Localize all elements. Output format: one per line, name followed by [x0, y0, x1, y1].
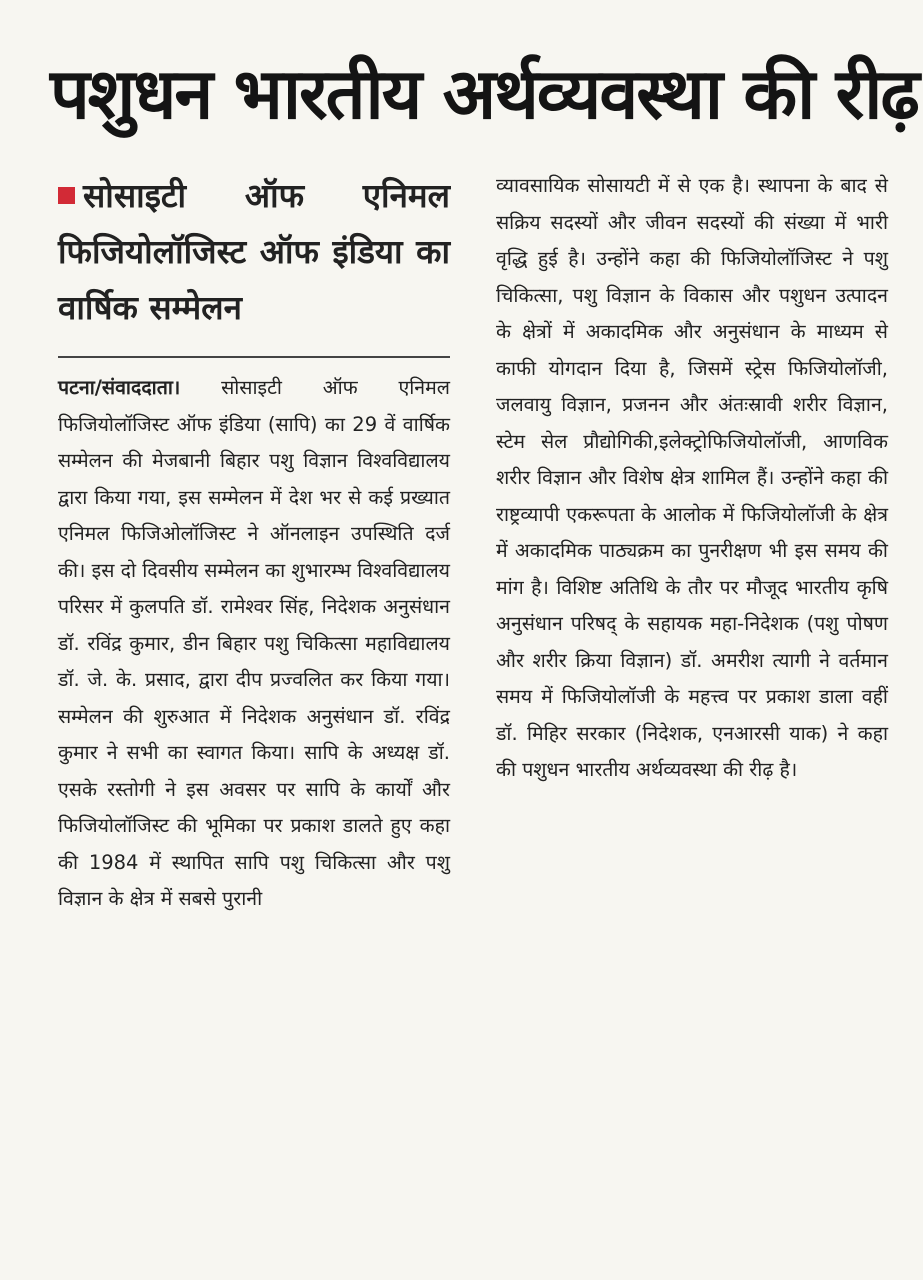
article-column-left	[58, 168, 450, 918]
article-body-column-2	[496, 168, 888, 789]
subheadline-text: सोसाइटी ऑफ एनिमल फिजियोलॉजिस्ट ऑफ इंडिया का वार्षिक सम्मेलन	[58, 176, 450, 327]
body-text-column-1: सोसाइटी ऑफ एनिमल फिजियोलॉजिस्ट ऑफ इंडिया (सापि) का 29 वें वार्षिक सम्मेलन की मेजबानी बिहार पशु विज्ञान विश्वविद्यालय द्वारा किया गया, इस सम्मेलन में देश भर से कई प्रख्यात एनिमल फिजिओलॉजिस्ट ने ऑनलाइन उपस्थिति दर्ज की। इस दो दिवसीय सम्मेलन का शुभारम्भ विश्वविद्यालय परिसर में कुलपति डॉ. रामेश्वर सिंह, निदेशक अनुसंधान डॉ. रविंद्र कुमार, डीन बिहार पशु चिकित्सा महाविद्यालय डॉ. जे. के. प्रसाद, द्वारा दीप प्रज्वलित कर किया गया। सम्मेलन की शुरुआत में निदेशक अनुसंधान डॉ. रविंद्र कुमार ने सभी का स्वागत किया। सापि के अध्यक्ष डॉ. एसके रस्तोगी ने इस अवसर पर सापि के कार्यों और फिजियोलॉजिस्ट की भूमिका पर प्रकाश डालते हुए कहा की 1984 में स्थापित सापि पशु चिकित्सा और पशु विज्ञान के क्षेत्र में सबसे पुरानी	[58, 376, 451, 910]
article-body-column-1	[58, 370, 450, 918]
article-column-right	[496, 168, 888, 789]
subheadline	[58, 168, 450, 336]
dateline: पटना/संवाददाता।	[58, 376, 181, 399]
divider-rule	[58, 356, 450, 358]
red-square-bullet-icon	[58, 187, 75, 204]
body-text-column-2: व्यावसायिक सोसायटी में से एक है। स्थापना के बाद से सक्रिय सदस्यों और जीवन सदस्यों की संख्या में भारी वृद्धि हुई है। उन्होंने कहा की फिजियोलॉजिस्ट ने पशु चिकित्सा, पशु विज्ञान के विकास और पशुधन उत्पादन के क्षेत्रों में अकादमिक और अनुसंधान के माध्यम से काफी योगदान दिया है, जिसमें स्ट्रेस फिजियोलॉजी, जलवायु विज्ञान, प्रजनन और अंतःस्रावी शरीर विज्ञान, स्टेम सेल प्रौद्योगिकी,इलेक्ट्रोफिजियोलॉजी, आणविक शरीर विज्ञान और विशेष क्षेत्र शामिल हैं। उन्होंने कहा की राष्ट्रव्यापी एकरूपता के आलोक में फिजियोलॉजी के क्षेत्र में अकादमिक पाठ्यक्रम का पुनरीक्षण भी इस समय की मांग है। विशिष्ट अतिथि के तौर पर मौजूद भारतीय कृषि अनुसंधान परिषद् के सहायक महा-निदेशक (पशु पोषण और शरीर क्रिया विज्ञान) डॉ. अमरीश त्यागी ने वर्तमान समय में फिजियोलॉजी के महत्त्व पर प्रकाश डाला वहीं डॉ. मिहिर सरकार (निदेशक, एनआरसी याक) ने कहा की पशुधन भारतीय अर्थव्यवस्था की रीढ़ है।	[496, 174, 888, 781]
headline: पशुधन भारतीय अर्थव्यवस्था की रीढ़	[50, 53, 918, 135]
